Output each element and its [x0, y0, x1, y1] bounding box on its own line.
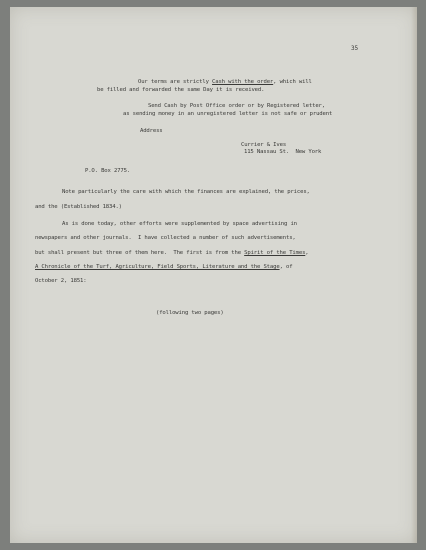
po-box: P.O. Box 2775. [85, 168, 131, 174]
note-line-2: and the (Established 1834.) [35, 204, 122, 210]
cash-with-order-underlined: Cash with the order [212, 79, 274, 85]
comma: , [305, 250, 309, 256]
body-text: but shall present but three of them here. The first is from the [35, 250, 245, 256]
page-number: 35 [351, 45, 358, 52]
body-text-of: , of [279, 264, 293, 270]
terms-line-1 [138, 79, 312, 86]
spirit-of-the-times-underlined: Spirit of the Times [244, 250, 306, 256]
body-line-3 [35, 250, 309, 257]
send-cash-line-1: Send Cash by Post Office order or by Registered letter, [148, 103, 325, 109]
chronicle-title-underlined: A Chronicle of the Turf, Agriculture, Field Sports, Literature and the Stage [35, 264, 280, 270]
body-line-5: October 2, 1851: [35, 278, 87, 284]
following-pages-note: (following two pages) [156, 310, 224, 316]
terms-line-2: be filled and forwarded the same Day it is received. [97, 87, 265, 93]
terms-text: Our terms are strictly [138, 79, 213, 85]
address-label: Address [140, 128, 163, 134]
page-edge-shading [411, 7, 417, 543]
note-line-1: Note particularly the care with which the finances are explained, the prices, [62, 189, 310, 195]
terms-text-end: , which will [273, 79, 312, 85]
body-line-1: As is done today, other efforts were supplemented by space advertising in [62, 221, 297, 227]
document-page [10, 7, 417, 543]
street-address: 115 Nassau St. New York [244, 149, 322, 155]
body-line-4 [35, 264, 292, 271]
body-line-2: newspapers and other journals. I have collected a number of such advertisements, [35, 235, 296, 241]
firm-name: Currier & Ives [241, 142, 287, 148]
send-cash-line-2: as sending money in an unregistered letter is not safe or prudent [123, 111, 333, 117]
